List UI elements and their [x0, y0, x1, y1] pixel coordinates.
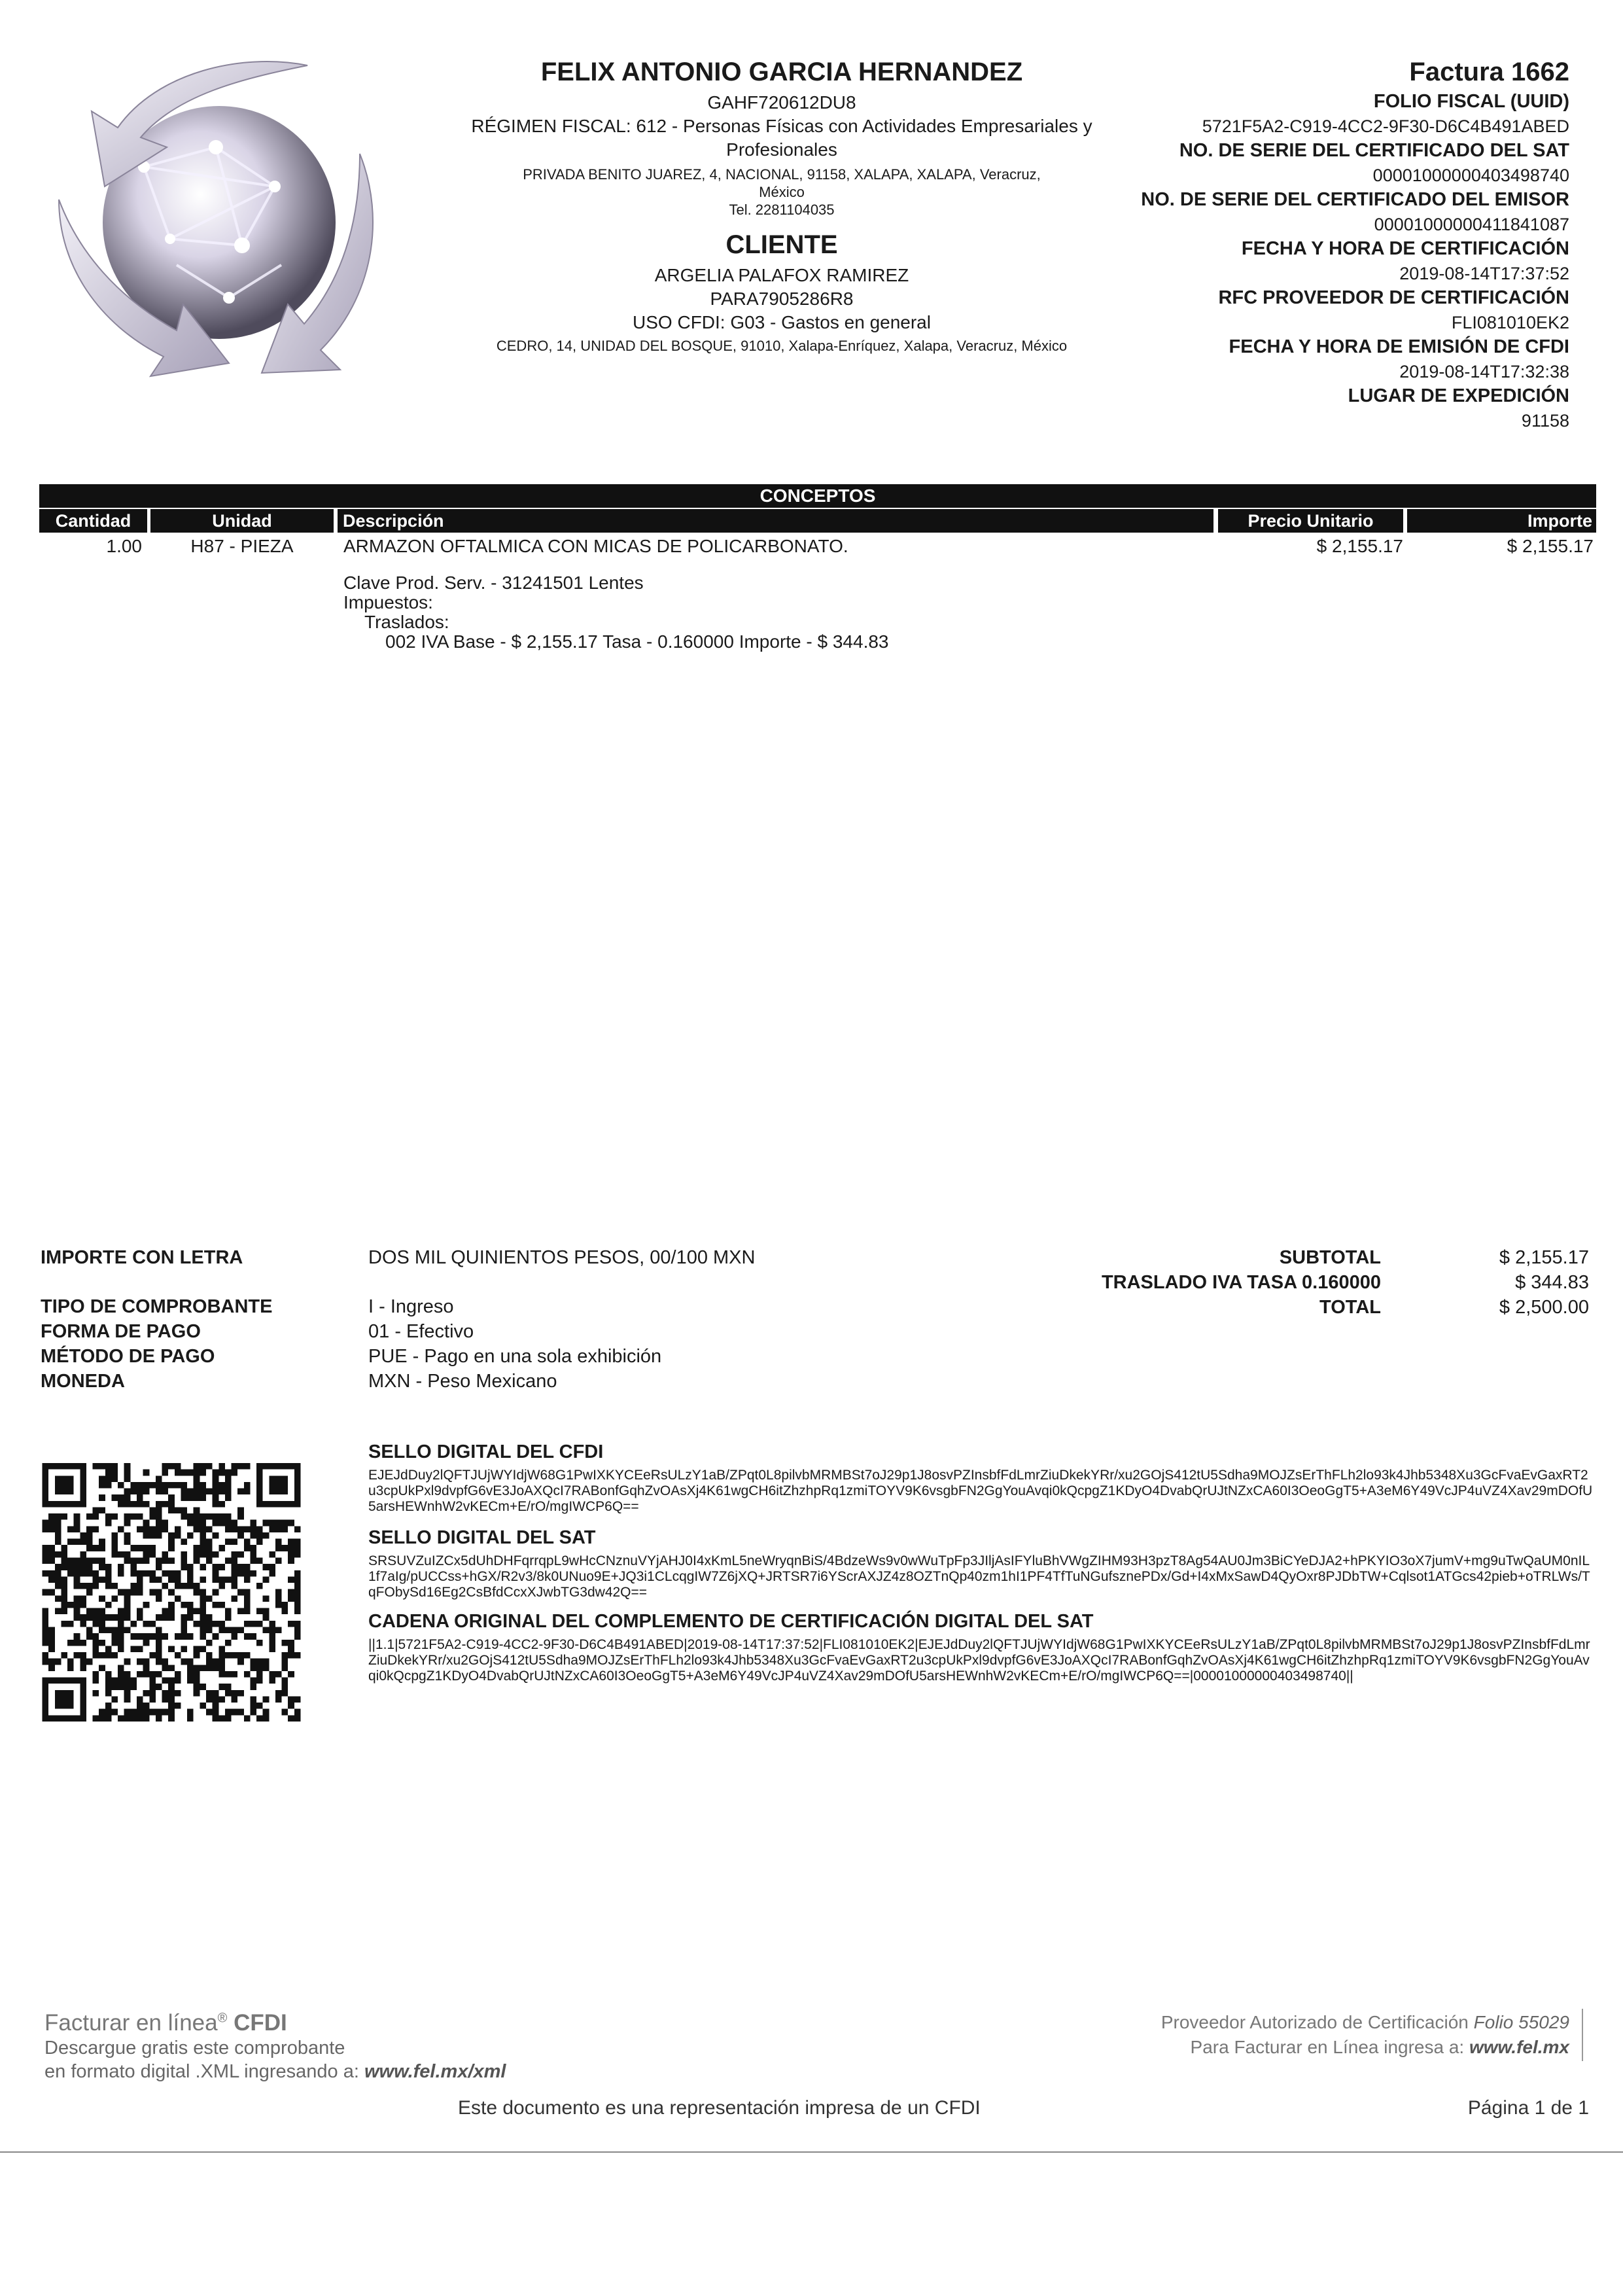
- download-line2: en formato digital .XML ingresando a:: [44, 2061, 359, 2082]
- cert-sat-value: 00001000000403498740: [1372, 166, 1569, 185]
- subtotal-label: SUBTOTAL: [1279, 1247, 1381, 1268]
- download-url-link[interactable]: www.fel.mx/xml: [364, 2061, 506, 2082]
- fecha-cert-label: FECHA Y HORA DE CERTIFICACIÓN: [1241, 238, 1569, 259]
- concepts-title-bar: CONCEPTOS: [39, 484, 1596, 508]
- row-cantidad: 1.00: [106, 536, 142, 556]
- folio-value: 5721F5A2-C919-4CC2-9F30-D6C4B491ABED: [1202, 116, 1569, 136]
- fecha-emision-label: FECHA Y HORA DE EMISIÓN DE CFDI: [1229, 336, 1569, 357]
- footer-divider: [1582, 2009, 1583, 2061]
- concept-detail: [343, 573, 889, 652]
- qr-code: [41, 1463, 302, 1722]
- brand-name: Facturar en línea: [44, 2010, 218, 2036]
- client-name: ARGELIA PALAFOX RAMIREZ: [654, 265, 909, 285]
- sello-sat-value: SRSUVZuIZCx5dUhDHFqrrqpL9wHcCNznuVYjAHJ0I4xKmL5neWryqnBiS/4BdzeWs9v0wWuTpFp3JIljAsIFYluBhVWgZIHM93H3pzT8Ag54AU0Jm3BiCYeDJA2+hPKYIO3oX7jumV+mg9uTwQaUM0nIL1f7aIg/pUCCss+hGX/R2v3/8k0UNuo9E+JQ3i1CLcqgIW7Z6jXQ+JRTSR7i6YScrAXJZ4z8OZTnQp40zm1hI1PF4TfTuNGufsznePDx/Gd+I4xMxSawD4QyOxr8PJDbTW+Cqlsot1ATGcs42pieb+oTRLWs/TqFObySd16Eg2CsBfdCcxXJwbTG3dw42Q==: [368, 1553, 1590, 1600]
- impuestos-label: Impuestos:: [343, 592, 433, 612]
- cert-sat-label: NO. DE SERIE DEL CERTIFICADO DEL SAT: [1179, 140, 1569, 161]
- total-value: $ 2,500.00: [1499, 1297, 1589, 1318]
- issuer-address-line2: México: [759, 184, 805, 200]
- page-edge: [0, 2151, 1623, 2153]
- cadena-original-value: ||1.1|5721F5A2-C919-4CC2-9F30-D6C4B491ABED|2019-08-14T17:37:52|FLI081010EK2|EJEJdDuy2lQFTJUjWYIdjW68G1PwIXKYCEeRsULzY1aB/ZPqt0L8pilvbMRMBSt7oJ29p1J8osvPZInsbfFdLmrZiuDkekYRr/xu2GOjS412tU5Sdha9MOJZsErThFLh2lo93k4Jhb5348Xu3GcFvaEvGaxRT2u3cpUkPxl9dvpfG6vE3JoAXQcI7RABonfGqhZvOAsXj4K61wgCH6itZhzhpRq1zmiTOYV9K6vsgbFN2GgYouAvqi0kQcpgZ1KDyO4DvabQrUJtNZxCA60I3OeoGgT5+A3eM6Y49VcJP4uVZ4Xav29mDOfU5arsHEWnhW2vKECm+E/rO/mgIWCP6Q==|00001000000403498740||: [368, 1637, 1590, 1684]
- facturar-url-link[interactable]: www.fel.mx: [1469, 2037, 1569, 2057]
- importe-letra-value: DOS MIL QUINIENTOS PESOS, 00/100 MXN: [368, 1247, 756, 1268]
- tipo-comprobante-label: TIPO DE COMPROBANTE: [41, 1296, 273, 1317]
- issuer-phone: Tel. 2281104035: [729, 202, 835, 218]
- fecha-emision-value: 2019-08-14T17:32:38: [1399, 362, 1569, 381]
- client-uso-cfdi: USO CFDI: G03 - Gastos en general: [633, 312, 931, 332]
- brand-registered: ®: [217, 2011, 228, 2026]
- issuer-regimen-line2: Profesionales: [726, 139, 837, 160]
- issuer-regimen-line1: RÉGIMEN FISCAL: 612 - Personas Físicas con Actividades Empresariales y: [471, 116, 1092, 136]
- facturar-text: Para Facturar en Línea ingresa a:: [1190, 2037, 1465, 2057]
- subtotal-value: $ 2,155.17: [1499, 1247, 1589, 1268]
- row-unidad: H87 - PIEZA: [190, 536, 294, 556]
- row-precio-unitario: $ 2,155.17: [1316, 536, 1403, 556]
- iva-detail: 002 IVA Base - $ 2,155.17 Tasa - 0.160000 Importe - $ 344.83: [385, 631, 889, 652]
- total-label: TOTAL: [1319, 1297, 1381, 1318]
- issuer-rfc: GAHF720612DU8: [707, 92, 856, 113]
- company-logo: [46, 49, 412, 389]
- sello-cfdi-label: SELLO DIGITAL DEL CFDI: [368, 1441, 604, 1462]
- page-number: Página 1 de 1: [1467, 2097, 1589, 2119]
- header-cantidad: Cantidad: [39, 509, 147, 533]
- sello-cfdi-value: EJEJdDuy2lQFTJUjWYIdjW68G1PwIXKYCEeRsULzY1aB/ZPqt0L8pilvbMRMBSt7oJ29p1J8osvPZInsbfFdLmrZiuDkekYRr/xu2GOjS412tU5Sdha9MOJZsErThFLh2lo93k4Jhb5348Xu3GcFvaEvGaxRT2u3cpUkPxl9dvpfG6vE3JoAXQcI7RABonfGqhZvOAsXj4K61wgCH6itZhzhpRq1zmiTOYV9K6vsgbFN2GgYouAvqi0kQcpgZ1KDyO4DvabQrUJtNZxCA60I3OeoGgT5+A3eM6Y49VcJP4uVZ4Xav29mDOfU5arsHEWnhW2vKECm+E/rO/mgIWCP6Q==: [368, 1468, 1593, 1514]
- iva-value: $ 344.83: [1515, 1272, 1589, 1293]
- lugar-expedicion-label: LUGAR DE EXPEDICIÓN: [1348, 385, 1569, 406]
- rfc-proveedor-value: FLI081010EK2: [1451, 313, 1569, 332]
- client-heading: CLIENTE: [725, 230, 838, 259]
- footer-left: [44, 2010, 506, 2083]
- moneda-label: MONEDA: [41, 1371, 125, 1392]
- client-rfc: PARA7905286R8: [710, 289, 854, 309]
- row-importe: $ 2,155.17: [1507, 536, 1594, 556]
- lugar-expedicion-value: 91158: [1521, 411, 1569, 431]
- invoice-title: Factura 1662: [1409, 58, 1569, 86]
- header-precio-unitario: Precio Unitario: [1218, 509, 1403, 533]
- metodo-pago-value: PUE - Pago en una sola exhibición: [368, 1346, 662, 1367]
- header-descripcion: Descripción: [338, 509, 1213, 533]
- importe-letra-label: IMPORTE CON LETRA: [41, 1247, 243, 1268]
- sello-sat-label: SELLO DIGITAL DEL SAT: [368, 1527, 596, 1548]
- metodo-pago-label: MÉTODO DE PAGO: [41, 1346, 215, 1367]
- cert-emisor-value: 00001000000411841087: [1374, 215, 1569, 234]
- representacion-text: Este documento es una representación impresa de un CFDI: [458, 2097, 981, 2119]
- forma-pago-value: 01 - Efectivo: [368, 1321, 474, 1342]
- footer-brand: [44, 2010, 506, 2036]
- iva-label: TRASLADO IVA TASA 0.160000: [1101, 1272, 1381, 1293]
- footer-right: [981, 2010, 1569, 2060]
- cert-emisor-label: NO. DE SERIE DEL CERTIFICADO DEL EMISOR: [1141, 189, 1569, 210]
- totals-values: [1393, 1245, 1589, 1320]
- provider-folio: Folio 55029: [1473, 2012, 1569, 2032]
- clave-prod-serv: Clave Prod. Serv. - 31241501 Lentes: [343, 573, 644, 593]
- brand-cfdi: CFDI: [234, 2010, 287, 2036]
- issuer-block: [419, 58, 1145, 355]
- row-descripcion: ARMAZON OFTALMICA CON MICAS DE POLICARBONATO.: [343, 536, 848, 556]
- traslados-label: Traslados:: [364, 612, 449, 632]
- issuer-address-line1: PRIVADA BENITO JUAREZ, 4, NACIONAL, 91158, XALAPA, XALAPA, Veracruz,: [523, 166, 1041, 183]
- provider-text: Proveedor Autorizado de Certificación: [1161, 2012, 1469, 2032]
- client-address: CEDRO, 14, UNIDAD DEL BOSQUE, 91010, Xalapa-Enríquez, Xalapa, Veracruz, México: [496, 338, 1068, 354]
- header-importe: Importe: [1407, 509, 1596, 533]
- header-unidad: Unidad: [150, 509, 334, 533]
- totals-labels: [792, 1245, 1381, 1320]
- rfc-proveedor-label: RFC PROVEEDOR DE CERTIFICACIÓN: [1218, 287, 1569, 308]
- download-line1: Descargue gratis este comprobante: [44, 2038, 345, 2058]
- moneda-value: MXN - Peso Mexicano: [368, 1371, 557, 1392]
- tipo-comprobante-value: I - Ingreso: [368, 1296, 454, 1317]
- invoice-meta: [1072, 58, 1569, 433]
- cadena-original-label: CADENA ORIGINAL DEL COMPLEMENTO DE CERTIFICACIÓN DIGITAL DEL SAT: [368, 1611, 1094, 1632]
- fecha-cert-value: 2019-08-14T17:37:52: [1399, 264, 1569, 283]
- issuer-name: FELIX ANTONIO GARCIA HERNANDEZ: [540, 58, 1023, 86]
- forma-pago-label: FORMA DE PAGO: [41, 1321, 201, 1342]
- folio-label: FOLIO FISCAL (UUID): [1373, 91, 1569, 112]
